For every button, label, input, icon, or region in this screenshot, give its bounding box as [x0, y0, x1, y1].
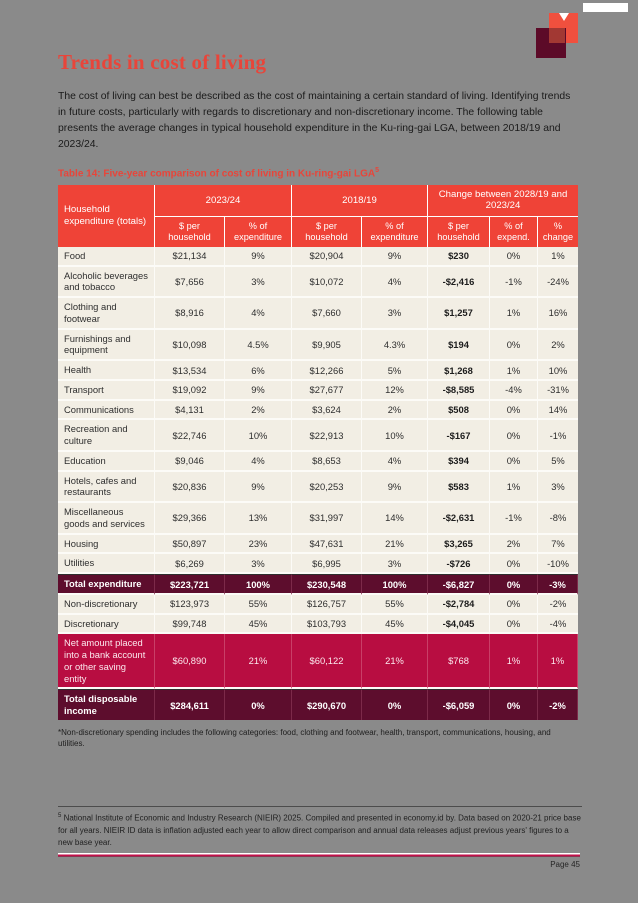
row-value: 4% [225, 452, 292, 472]
row-value: $31,997 [292, 503, 362, 535]
row-value: $7,656 [155, 267, 225, 299]
row-value: $290,670 [292, 689, 362, 720]
row-value: 3% [538, 472, 578, 504]
table-row [58, 634, 578, 689]
row-value: 1% [490, 472, 538, 504]
row-label: Discretionary [58, 615, 155, 635]
table-row [58, 452, 578, 472]
row-value: 21% [362, 535, 428, 555]
row-value: $126,757 [292, 595, 362, 615]
col-header: % change [538, 217, 578, 247]
row-value: -3% [538, 574, 578, 595]
row-value: 16% [538, 298, 578, 330]
row-value: $508 [428, 401, 490, 421]
page-number: Page 45 [550, 860, 580, 869]
row-value: 4% [225, 298, 292, 330]
row-value: 9% [225, 381, 292, 401]
row-value: $284,611 [155, 689, 225, 720]
row-value: $223,721 [155, 574, 225, 595]
row-value: 6% [225, 361, 292, 381]
row-value: 1% [490, 298, 538, 330]
source-footnote-text: National Institute of Economic and Industry Research (NIEIR) 2025. Compiled and presented in economy.id by. Data based on 2020-21 price base for all years. NIEIR ID data is inflation adjusted each year to allow direct comparison and annual data releases adjust previous years' figures to a new base year. [58, 813, 581, 847]
col-group-2018-19: 2018/19 [292, 185, 428, 217]
row-value: $60,890 [155, 634, 225, 689]
row-value: 4.5% [225, 330, 292, 362]
row-value: -1% [490, 267, 538, 299]
row-label: Total disposable income [58, 689, 155, 720]
row-value: 14% [538, 401, 578, 421]
row-value: 0% [490, 554, 538, 574]
row-value: 3% [225, 554, 292, 574]
row-value: $103,793 [292, 615, 362, 635]
row-value: 14% [362, 503, 428, 535]
row-label: Recreation and culture [58, 420, 155, 452]
row-value: 0% [490, 595, 538, 615]
col-header: $ per household [155, 217, 225, 247]
cost-of-living-table [58, 185, 578, 720]
col-header: % of expenditure [225, 217, 292, 247]
table-row [58, 615, 578, 635]
row-value: 1% [538, 247, 578, 267]
row-label: Furnishings and equipment [58, 330, 155, 362]
col-header: % of expend. [490, 217, 538, 247]
row-label: Food [58, 247, 155, 267]
row-label: Communications [58, 401, 155, 421]
row-label: Hotels, cafes and restaurants [58, 472, 155, 504]
row-value: $230 [428, 247, 490, 267]
row-value: 23% [225, 535, 292, 555]
table-body [58, 247, 578, 720]
page-title: Trends in cost of living [58, 50, 267, 74]
row-value: -$2,784 [428, 595, 490, 615]
row-value: $194 [428, 330, 490, 362]
row-value: $583 [428, 472, 490, 504]
table-footnote: *Non-discretionary spending includes the following categories: food, clothing and footwear, health, transport, communications, housing, and utilities. [58, 727, 551, 749]
row-value: $7,660 [292, 298, 362, 330]
row-value: -$4,045 [428, 615, 490, 635]
row-value: 55% [362, 595, 428, 615]
row-value: $1,257 [428, 298, 490, 330]
row-value: $3,624 [292, 401, 362, 421]
row-value: 1% [538, 634, 578, 689]
row-value: $19,092 [155, 381, 225, 401]
source-footnote [58, 806, 582, 849]
row-value: $20,904 [292, 247, 362, 267]
col-group-2023-24: 2023/24 [155, 185, 292, 217]
row-value: 2% [490, 535, 538, 555]
row-value: 9% [225, 247, 292, 267]
table-row [58, 298, 578, 330]
row-value: 45% [362, 615, 428, 635]
row-label: Miscellaneous goods and services [58, 503, 155, 535]
row-value: -31% [538, 381, 578, 401]
row-value: -$2,416 [428, 267, 490, 299]
row-value: 2% [225, 401, 292, 421]
row-label: Housing [58, 535, 155, 555]
row-value: 21% [225, 634, 292, 689]
row-label: Utilities [58, 554, 155, 574]
row-value: $10,098 [155, 330, 225, 362]
row-label: Total expenditure [58, 574, 155, 595]
row-value: $8,916 [155, 298, 225, 330]
row-value: $6,269 [155, 554, 225, 574]
row-value: $20,836 [155, 472, 225, 504]
row-value: -4% [538, 615, 578, 635]
row-value: -2% [538, 595, 578, 615]
row-value: 0% [490, 452, 538, 472]
row-value: 12% [362, 381, 428, 401]
row-value: 2% [362, 401, 428, 421]
table-row [58, 401, 578, 421]
row-value: $22,746 [155, 420, 225, 452]
row-value: 5% [362, 361, 428, 381]
col-group-change: Change between 2028/19 and 2023/24 [428, 185, 578, 217]
row-value: 100% [225, 574, 292, 595]
col-header: % of expenditure [362, 217, 428, 247]
row-value: 3% [362, 298, 428, 330]
row-value: 3% [362, 554, 428, 574]
row-value: 10% [538, 361, 578, 381]
row-value: 5% [538, 452, 578, 472]
row-value: 55% [225, 595, 292, 615]
table-row [58, 595, 578, 615]
row-value: 3% [225, 267, 292, 299]
page-footer [58, 853, 580, 869]
row-label: Non-discretionary [58, 595, 155, 615]
source-footnote-marker: 5 [58, 813, 62, 819]
row-value: 0% [490, 401, 538, 421]
row-value: $47,631 [292, 535, 362, 555]
row-label: Alcoholic beverages and tobacco [58, 267, 155, 299]
row-value: $768 [428, 634, 490, 689]
row-value: $29,366 [155, 503, 225, 535]
row-value: 10% [225, 420, 292, 452]
row-value: 4% [362, 267, 428, 299]
row-label: Education [58, 452, 155, 472]
row-label: Health [58, 361, 155, 381]
intro-paragraph: The cost of living can best be described as the cost of maintaining a certain standard of living. Identifying trends in future costs, particularly with regards to discretionary and non-discretionary income. The following table presents the average changes in typical household expenditure in the Ku-ring-gai LGA, between 2018/19 and 2023/24. [58, 91, 571, 151]
row-value: 9% [362, 247, 428, 267]
row-value: 7% [538, 535, 578, 555]
row-value: 0% [490, 689, 538, 720]
row-value: $12,266 [292, 361, 362, 381]
row-value: -10% [538, 554, 578, 574]
table-row [58, 503, 578, 535]
row-value: -$8,585 [428, 381, 490, 401]
footer-rule [58, 853, 580, 857]
row-value: 0% [225, 689, 292, 720]
row-value: $6,995 [292, 554, 362, 574]
row-label: Net amount placed into a bank account or other saving entity [58, 634, 155, 689]
row-value: 9% [225, 472, 292, 504]
table-row [58, 420, 578, 452]
table-header [58, 185, 578, 247]
row-value: 0% [490, 615, 538, 635]
row-value: $13,534 [155, 361, 225, 381]
row-value: 4.3% [362, 330, 428, 362]
row-value: 0% [490, 330, 538, 362]
table-caption-footnote-marker: 5 [375, 166, 379, 174]
header-accent-bar [583, 3, 628, 12]
table-row [58, 330, 578, 362]
row-value: 9% [362, 472, 428, 504]
row-value: $9,046 [155, 452, 225, 472]
row-value: $3,265 [428, 535, 490, 555]
table-caption [58, 167, 578, 179]
row-value: $230,548 [292, 574, 362, 595]
row-value: $1,268 [428, 361, 490, 381]
row-value: 1% [490, 634, 538, 689]
row-value: -$167 [428, 420, 490, 452]
table-row [58, 472, 578, 504]
row-value: $60,122 [292, 634, 362, 689]
row-value: 100% [362, 574, 428, 595]
row-value: 1% [490, 361, 538, 381]
table-caption-text: Table 14: Five-year comparison of cost of living in Ku-ring-gai LGA [58, 167, 376, 179]
row-value: -4% [490, 381, 538, 401]
row-value: $50,897 [155, 535, 225, 555]
row-value: $20,253 [292, 472, 362, 504]
row-value: 13% [225, 503, 292, 535]
col-header: $ per household [292, 217, 362, 247]
row-value: $10,072 [292, 267, 362, 299]
row-label: Transport [58, 381, 155, 401]
row-value: -8% [538, 503, 578, 535]
row-value: 0% [490, 420, 538, 452]
table-row [58, 361, 578, 381]
row-value: $123,973 [155, 595, 225, 615]
row-value: 10% [362, 420, 428, 452]
row-value: 0% [490, 247, 538, 267]
row-value: -2% [538, 689, 578, 720]
row-value: $9,905 [292, 330, 362, 362]
row-value: $4,131 [155, 401, 225, 421]
corner-header: Household expenditure (totals) [58, 185, 155, 247]
table-row [58, 689, 578, 720]
row-value: 2% [538, 330, 578, 362]
row-value: 0% [490, 574, 538, 595]
row-value: -$6,827 [428, 574, 490, 595]
page-content [58, 0, 578, 750]
row-value: -1% [490, 503, 538, 535]
table-row [58, 535, 578, 555]
table-header-group-row [58, 185, 578, 217]
table-row [58, 247, 578, 267]
row-value: -24% [538, 267, 578, 299]
row-value: -1% [538, 420, 578, 452]
table-row [58, 381, 578, 401]
row-value: $394 [428, 452, 490, 472]
row-value: -$726 [428, 554, 490, 574]
row-value: -$2,631 [428, 503, 490, 535]
row-value: $27,677 [292, 381, 362, 401]
row-value: 4% [362, 452, 428, 472]
col-header: $ per household [428, 217, 490, 247]
row-value: 21% [362, 634, 428, 689]
row-value: 0% [362, 689, 428, 720]
table-row [58, 267, 578, 299]
row-value: -$6,059 [428, 689, 490, 720]
row-value: $8,653 [292, 452, 362, 472]
table-row [58, 554, 578, 574]
row-value: $21,134 [155, 247, 225, 267]
row-value: 45% [225, 615, 292, 635]
row-label: Clothing and footwear [58, 298, 155, 330]
row-value: $22,913 [292, 420, 362, 452]
row-value: $99,748 [155, 615, 225, 635]
table-row [58, 574, 578, 595]
